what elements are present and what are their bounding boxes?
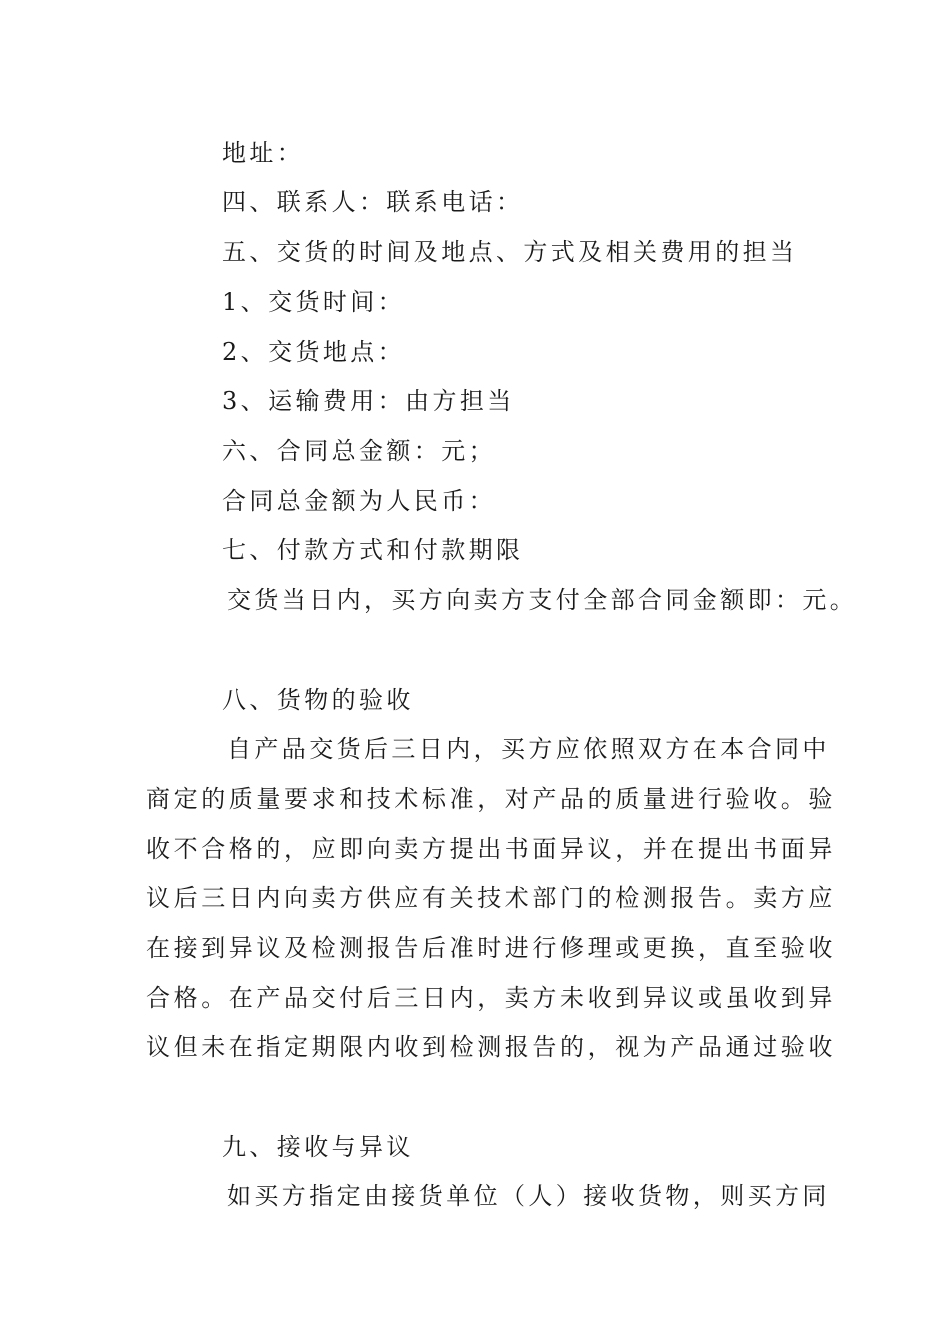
contact-line: 四、联系人：联系电话： — [222, 188, 524, 216]
acceptance-paragraph-line: 收不合格的，应即向卖方提出书面异议，并在提出书面异 — [146, 835, 836, 863]
acceptance-paragraph-line: 议但未在指定期限内收到检测报告的，视为产品通过验收 — [146, 1033, 836, 1061]
section-heading-total-amount: 六、合同总金额：元； — [222, 437, 496, 465]
payment-line: 交货当日内，买方向卖方支付全部合同金额即：元。 — [227, 586, 858, 614]
acceptance-paragraph-line: 在接到异议及检测报告后准时进行修理或更换，直至验收 — [146, 934, 836, 962]
delivery-place-line: 2、交货地点： — [222, 338, 406, 366]
acceptance-paragraph-line: 商定的质量要求和技术标准，对产品的质量进行验收。验 — [146, 785, 836, 813]
acceptance-paragraph-line: 合格。在产品交付后三日内，卖方未收到异议或虽收到异 — [146, 984, 836, 1012]
acceptance-paragraph-line: 自产品交货后三日内，买方应依照双方在本合同中 — [227, 735, 830, 763]
delivery-time-line: 1、交货时间： — [222, 288, 406, 316]
section-heading-delivery: 五、交货的时间及地点、方式及相关费用的担当 — [222, 238, 798, 266]
acceptance-paragraph-line: 议后三日内向卖方供应有关技术部门的检测报告。卖方应 — [146, 884, 836, 912]
section-heading-acceptance: 八、货物的验收 — [222, 686, 414, 714]
section-heading-receipt: 九、接收与异议 — [222, 1133, 414, 1161]
transport-fee-line: 3、运输费用：由方担当 — [222, 387, 515, 415]
receipt-paragraph-line: 如买方指定由接货单位（人）接收货物，则买方同 — [227, 1182, 830, 1210]
section-heading-payment: 七、付款方式和付款期限 — [222, 536, 524, 564]
address-line: 地址： — [222, 139, 305, 167]
total-amount-rmb-line: 合同总金额为人民币： — [222, 487, 496, 515]
